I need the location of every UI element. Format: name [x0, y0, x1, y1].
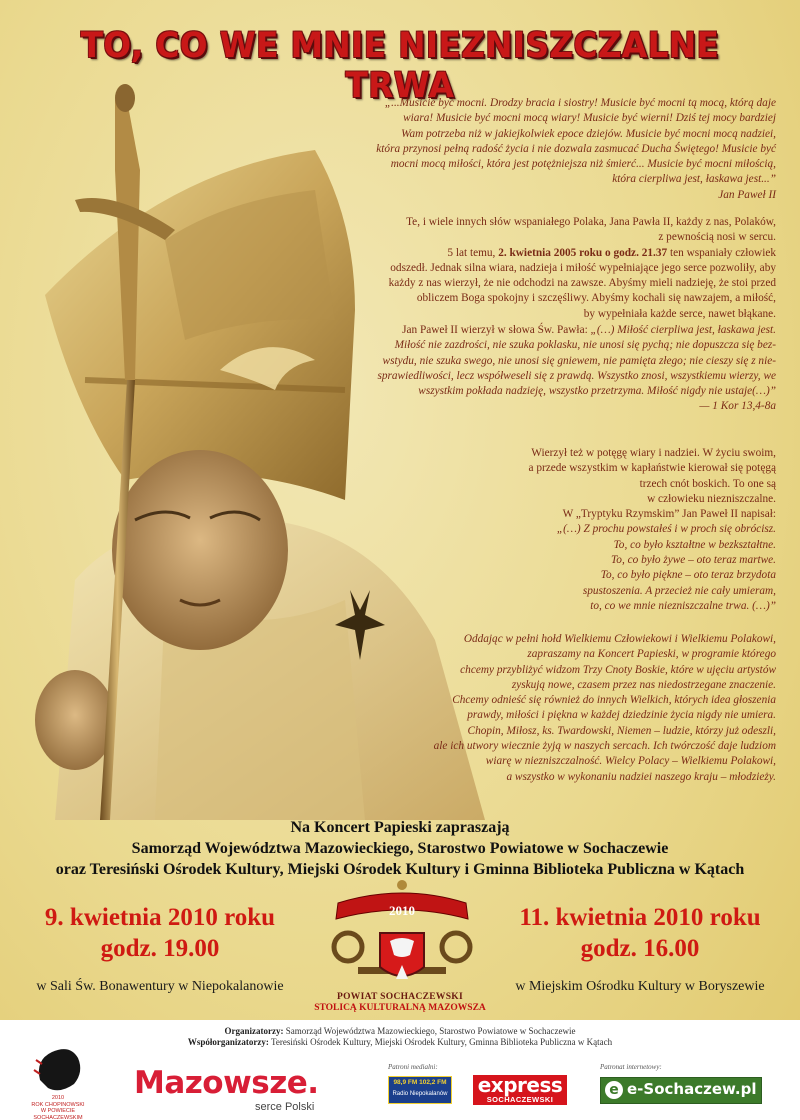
poem-line: to, co we mnie niezniszczalne trwa. (…)” [590, 599, 776, 612]
organizers-invite [0, 817, 800, 880]
text-line: każdy z nas wierzył, że nie odchodzi na zawsze. Abyśmy mieli nadzieję, że stoi przed [388, 277, 776, 290]
e-icon: e [605, 1081, 623, 1099]
text-line: zyskują nowe, czasem przez nas niedostrzegane znaczenie. [511, 678, 776, 691]
poem-line: To, co było żywe – oto teraz martwe. [611, 554, 776, 567]
text-line: prawdy, miłości i piękna w każdej dziedzinie życia nigdy nie umiera. [467, 709, 776, 722]
event2-venue: w Miejskim Ośrodku Kultury w Boryszewie [515, 979, 765, 994]
emblem-year: 2010 [389, 903, 415, 918]
text-line: sprawiedliwości, lecz współweseli się z prawdą. Wszystko znosi, wszystkiemu wierzy, we [377, 369, 776, 382]
text-line: Jan Paweł II wierzył w słowa Św. Pawła: „(…) Miłość cierpliwa jest, łaskawa jest. [402, 324, 776, 336]
quote-line: Wam potrzeba niż w jakiejkolwiek epoce dziejów. Musicie być mocni mocą nadziei, [401, 127, 776, 140]
paragraph-invitation [340, 632, 776, 785]
radio-niepokalanow-logo: 98,9 FM 102,2 FM Radio Niepokalanów [388, 1076, 452, 1104]
event1-date: 9. kwietnia 2010 roku [44, 904, 276, 931]
express-sochaczewski-logo: express SOCHACZEWSKI [473, 1075, 567, 1105]
patronat-internetowy-label: Patronat internetowy: [600, 1063, 662, 1071]
text-line: wiarę w niezniszczalność. Wielcy Polacy – Wielkiemu Polakowi, [485, 755, 776, 768]
e-sochaczew-logo: e e-Sochaczew.pl [600, 1077, 762, 1104]
text-line: trzech cnót boskich. To one są [639, 477, 776, 490]
event1-time: godz. 19.00 [100, 935, 220, 962]
quote-line: która cierpliwa jest, łaskawa jest...” [612, 173, 776, 186]
quote-line: „...Musicie być mocni. Drodzy bracia i siostry! Musicie być mocni tą mocą, którą daje [384, 97, 776, 109]
paragraph-corinthians [290, 323, 776, 415]
quote-line: wiara! Musicie być mocni mocą wiary! Musicie być wierni! Dziś tej mocy bardziej [403, 112, 776, 125]
text-line: odszedł. Jednak silna wiara, nadzieja i miłość wypełniające jego serce pozwoliły, aby [390, 261, 776, 274]
emblem-line1: POWIAT SOCHACZEWSKI [337, 992, 463, 1002]
text-line: W „Tryptyku Rzymskim” Jan Paweł II napisał: [562, 508, 776, 521]
rok-chopinowski-text: 2010 ROK CHOPINOWSKI W POWIECIE SOCHACZEWSKIM [31, 1095, 85, 1120]
text-line: wstydu, nie szuka swego, nie unosi się gniewem, nie pamięta złego; nie cieszy się z nie- [382, 354, 776, 367]
text-line: a wszystko w wykonaniu nadziei naszego kraju – młodzieży. [506, 770, 776, 783]
page-title: TO, CO WE MNIE NIEZNISZCZALNE TRWA [80, 26, 720, 106]
event2-date: 11. kwietnia 2010 roku [519, 904, 761, 931]
text-line: Chopin, Miłosz, ks. Twardowski, Niemen – ludzie, którzy już odeszli, [467, 724, 776, 737]
poem-line: To, co było piękne – oto teraz brzydota [600, 569, 776, 582]
patroni-medialni-label: Patroni medialni: [388, 1063, 438, 1071]
mazowsze-tagline: serce Polski [255, 1101, 315, 1113]
text-line-date: 5 lat temu, 2. kwietnia 2005 roku o godz. 21.37 ten wspaniały człowiek [447, 246, 776, 259]
text-line: ale ich utwory wiecznie żyją w naszych sercach. Ich twórczość daje ludziom [433, 740, 776, 753]
text-line: Miłość nie zazdrości, nie szuka poklasku, nie unosi się pychą; nie dopuszcza się bez- [394, 339, 776, 352]
coorganizers-line: Współorganizatorzy: Teresiński Ośrodek Kultury, Miejski Ośrodek Kultury, Gminna Biblioteka Publiczna w Kątach [187, 1037, 613, 1047]
paragraph-tryptyk [440, 446, 776, 614]
text-line: Te, i wiele innych słów wspaniałego Polaka, Jana Pawła II, każdy z nas, Polaków, [406, 216, 776, 228]
text-line: Wierzył też w potęgę wiary i nadziei. W życiu swoim, [531, 447, 776, 459]
invite-line: Samorząd Województwa Mazowieckiego, Starostwo Powiatowe w Sochaczewie [131, 840, 669, 857]
text-line: by wypełniała każde serce, nawet błąkane. [583, 307, 776, 320]
paragraph-remembrance [300, 215, 776, 322]
poem-line: spustoszenia. A przecież nie cały umieram, [582, 584, 776, 597]
text-line: chcemy przybliżyć widzom Trzy Cnoty Boskie, które w ujęciu artystów [460, 663, 776, 676]
rok-chopinowski-logo [30, 1040, 86, 1095]
event1-datetime [10, 902, 310, 964]
text-line: zapraszamy na Koncert Papieski, w programie którego [527, 648, 776, 661]
quote-line: która przynosi pełną radość życia i nie dozwala zasmucać Ducha Świętego! Musicie być [376, 142, 776, 155]
quote-author: Jan Paweł II [718, 188, 776, 201]
text-line: z pewnością nosi w sercu. [658, 231, 776, 244]
event2-time: godz. 16.00 [580, 935, 700, 962]
quote-line: mocni mocą miłości, która jest potężniejsza niż śmierć... Musicie być mocni miłością, [390, 158, 776, 171]
text-line: a przede wszystkim w kapłaństwie kierował się potęgą [528, 462, 776, 475]
quote-wiara [320, 96, 776, 203]
mazowsze-logo: Mazowsze. [134, 1065, 319, 1101]
invite-line: Na Koncert Papieski zapraszają [290, 819, 510, 836]
event2-datetime [490, 902, 790, 964]
poem-line: To, co było kształtne w bezkształtne. [613, 538, 776, 551]
text-line: obliczem Boga spokojny i szczęśliwy. Abyśmy kochali się nawzajem, a miłość, [416, 292, 776, 305]
text-line: Chcemy odnieść się również do innych Wielkich, których idea głoszenia [452, 694, 776, 707]
text-line: Oddając w pełni hołd Wielkiemu Człowiekowi i Wielkiemu Polakowi, [463, 633, 776, 645]
invite-line: oraz Teresiński Ośrodek Kultury, Miejski Ośrodek Kultury i Gminna Biblioteka Publiczna w Kątach [55, 861, 745, 878]
text-line: wszystkim pokłada nadzieję, wszystko przetrzyma. Miłość nigdy nie ustaje(…)” [418, 385, 776, 398]
poem-line: „(…) Z prochu powstałeś i w proch się obrócisz. [556, 523, 776, 536]
organizers-line: Organizatorzy: Samorząd Województwa Mazowieckiego, Starostwo Powiatowe w Sochaczewie [224, 1026, 576, 1036]
powiat-emblem [318, 875, 486, 1003]
bible-reference: — 1 Kor 13,4-8a [699, 400, 776, 413]
event1-venue: w Sali Św. Bonawentury w Niepokalanowie [36, 979, 284, 994]
text-line: w człowieku niezniszczalne. [647, 492, 776, 505]
death-date: 2. kwietnia 2005 roku o godz. 21.37 [498, 246, 668, 259]
emblem-line2: STOLICĄ KULTURALNĄ MAZOWSZA [314, 1003, 486, 1013]
